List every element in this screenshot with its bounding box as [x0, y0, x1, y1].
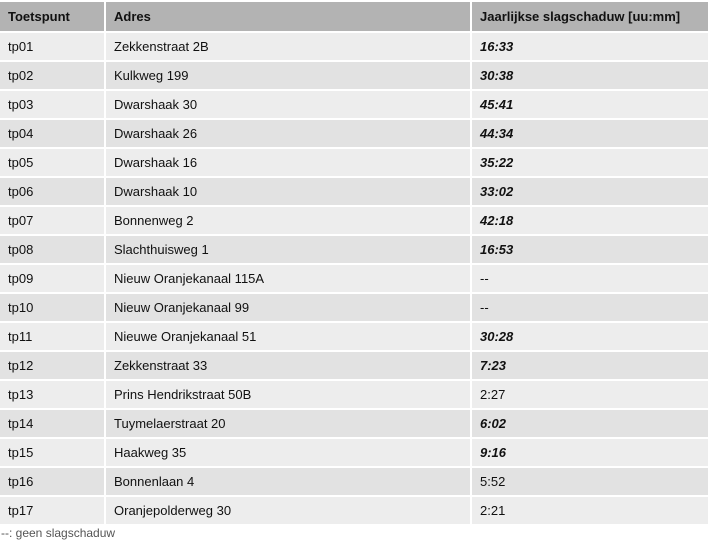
table-row [0, 265, 708, 292]
cell-adres: Nieuwe Oranjekanaal 51 [106, 323, 470, 350]
table-row [0, 410, 708, 437]
table-row [0, 33, 708, 60]
cell-toetspunt: tp15 [0, 439, 104, 466]
cell-adres: Bonnenlaan 4 [106, 468, 470, 495]
cell-toetspunt: tp05 [0, 149, 104, 176]
header-row [0, 2, 708, 31]
cell-slagschaduw: 7:23 [472, 352, 708, 379]
header-toetspunt: Toetspunt [0, 2, 104, 31]
cell-toetspunt: tp03 [0, 91, 104, 118]
cell-adres: Zekkenstraat 33 [106, 352, 470, 379]
cell-slagschaduw: 6:02 [472, 410, 708, 437]
table-header [0, 2, 708, 31]
table-row [0, 178, 708, 205]
cell-toetspunt: tp04 [0, 120, 104, 147]
table-row [0, 294, 708, 321]
cell-toetspunt: tp06 [0, 178, 104, 205]
header-jaarlijkse-slagschaduw: Jaarlijkse slagschaduw [uu:mm] [472, 2, 708, 31]
cell-slagschaduw: 30:28 [472, 323, 708, 350]
table-row [0, 91, 708, 118]
table-body [0, 33, 708, 524]
cell-slagschaduw: -- [472, 265, 708, 292]
cell-adres: Bonnenweg 2 [106, 207, 470, 234]
cell-adres: Nieuw Oranjekanaal 99 [106, 294, 470, 321]
cell-adres: Slachthuisweg 1 [106, 236, 470, 263]
cell-toetspunt: tp01 [0, 33, 104, 60]
footnote: --: geen slagschaduw [1, 526, 116, 540]
cell-toetspunt: tp13 [0, 381, 104, 408]
cell-toetspunt: tp08 [0, 236, 104, 263]
cell-slagschaduw: 2:21 [472, 497, 708, 524]
cell-slagschaduw: 33:02 [472, 178, 708, 205]
cell-adres: Haakweg 35 [106, 439, 470, 466]
cell-adres: Zekkenstraat 2B [106, 33, 470, 60]
cell-slagschaduw: 16:33 [472, 33, 708, 60]
cell-slagschaduw: 45:41 [472, 91, 708, 118]
table-row [0, 497, 708, 524]
cell-toetspunt: tp02 [0, 62, 104, 89]
cell-slagschaduw: -- [472, 294, 708, 321]
cell-adres: Dwarshaak 10 [106, 178, 470, 205]
cell-adres: Tuymelaerstraat 20 [106, 410, 470, 437]
table-row [0, 207, 708, 234]
table-row [0, 468, 708, 495]
cell-adres: Kulkweg 199 [106, 62, 470, 89]
cell-adres: Dwarshaak 30 [106, 91, 470, 118]
cell-slagschaduw: 16:53 [472, 236, 708, 263]
cell-slagschaduw: 9:16 [472, 439, 708, 466]
cell-toetspunt: tp09 [0, 265, 104, 292]
table-row [0, 120, 708, 147]
table-row [0, 62, 708, 89]
cell-adres: Dwarshaak 26 [106, 120, 470, 147]
cell-adres: Dwarshaak 16 [106, 149, 470, 176]
table-row [0, 236, 708, 263]
cell-slagschaduw: 35:22 [472, 149, 708, 176]
cell-toetspunt: tp16 [0, 468, 104, 495]
header-adres: Adres [106, 2, 470, 31]
cell-toetspunt: tp17 [0, 497, 104, 524]
cell-toetspunt: tp10 [0, 294, 104, 321]
cell-toetspunt: tp11 [0, 323, 104, 350]
cell-toetspunt: tp14 [0, 410, 104, 437]
table-row [0, 149, 708, 176]
cell-slagschaduw: 42:18 [472, 207, 708, 234]
cell-slagschaduw: 2:27 [472, 381, 708, 408]
table-row [0, 352, 708, 379]
cell-slagschaduw: 44:34 [472, 120, 708, 147]
table-row [0, 381, 708, 408]
cell-adres: Nieuw Oranjekanaal 115A [106, 265, 470, 292]
table-row [0, 323, 708, 350]
cell-toetspunt: tp12 [0, 352, 104, 379]
cell-adres: Prins Hendrikstraat 50B [106, 381, 470, 408]
cell-toetspunt: tp07 [0, 207, 104, 234]
cell-slagschaduw: 5:52 [472, 468, 708, 495]
table-row [0, 439, 708, 466]
cell-slagschaduw: 30:38 [472, 62, 708, 89]
cell-adres: Oranjepolderweg 30 [106, 497, 470, 524]
